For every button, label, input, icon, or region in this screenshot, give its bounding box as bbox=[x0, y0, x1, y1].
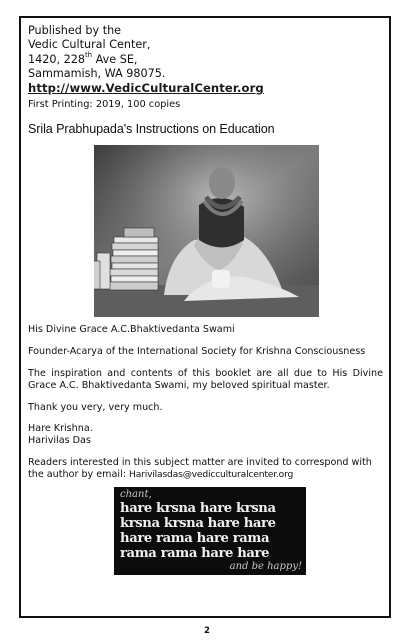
page-frame bbox=[19, 16, 391, 618]
chant-top: chant, bbox=[120, 488, 152, 500]
publisher-line: Published by the bbox=[28, 24, 122, 37]
greeting: Hare Krishna. bbox=[28, 423, 93, 435]
email-address[interactable]: Harivilasdas@vedicculturalcenter.org bbox=[129, 468, 294, 480]
chant-row-4: rama rama hare hare bbox=[120, 545, 270, 561]
portrait-photo bbox=[94, 145, 319, 317]
publisher-name: Vedic Cultural Center, bbox=[28, 38, 151, 52]
founder-line: Founder-Acarya of the International Society for Krishna Consciousness bbox=[28, 346, 366, 358]
website-link[interactable]: http://www.VedicCulturalCenter.org bbox=[28, 81, 264, 96]
chant-row-2: krsna krsna hare hare bbox=[120, 515, 276, 531]
author-name: His Divine Grace A.C.Bhaktivedanta Swami bbox=[28, 324, 235, 336]
readers-paragraph: Readers interested in this subject matter are invited to correspond with the author by email: Harivilasdas@vedicculturalcenter.org bbox=[28, 457, 372, 480]
chant-row-1: hare krsna hare krsna bbox=[120, 500, 276, 516]
thanks-line: Thank you very, very much. bbox=[28, 401, 163, 413]
signature: Harivilas Das bbox=[28, 435, 91, 447]
chant-row-3: hare rama hare rama bbox=[120, 530, 270, 546]
document-title: Srila Prabhupada's Instructions on Education bbox=[28, 122, 275, 137]
publisher-address: 1420, 228th Ave SE, bbox=[28, 50, 138, 66]
page-number: 2 bbox=[204, 626, 210, 636]
inspiration-paragraph: The inspiration and contents of this booklet are all due to His Divine Grace A.C. Bhaktivedanta Swami, my beloved spiritual master. bbox=[28, 368, 383, 391]
portrait-illustration bbox=[94, 145, 319, 317]
publisher-block bbox=[28, 24, 383, 95]
printing-info: First Printing: 2019, 100 copies bbox=[28, 99, 181, 111]
publisher-city: Sammamish, WA 98075. bbox=[28, 66, 166, 80]
signature-block bbox=[28, 423, 383, 447]
chant-bottom: and be happy! bbox=[229, 560, 302, 572]
chant-banner bbox=[114, 487, 306, 575]
